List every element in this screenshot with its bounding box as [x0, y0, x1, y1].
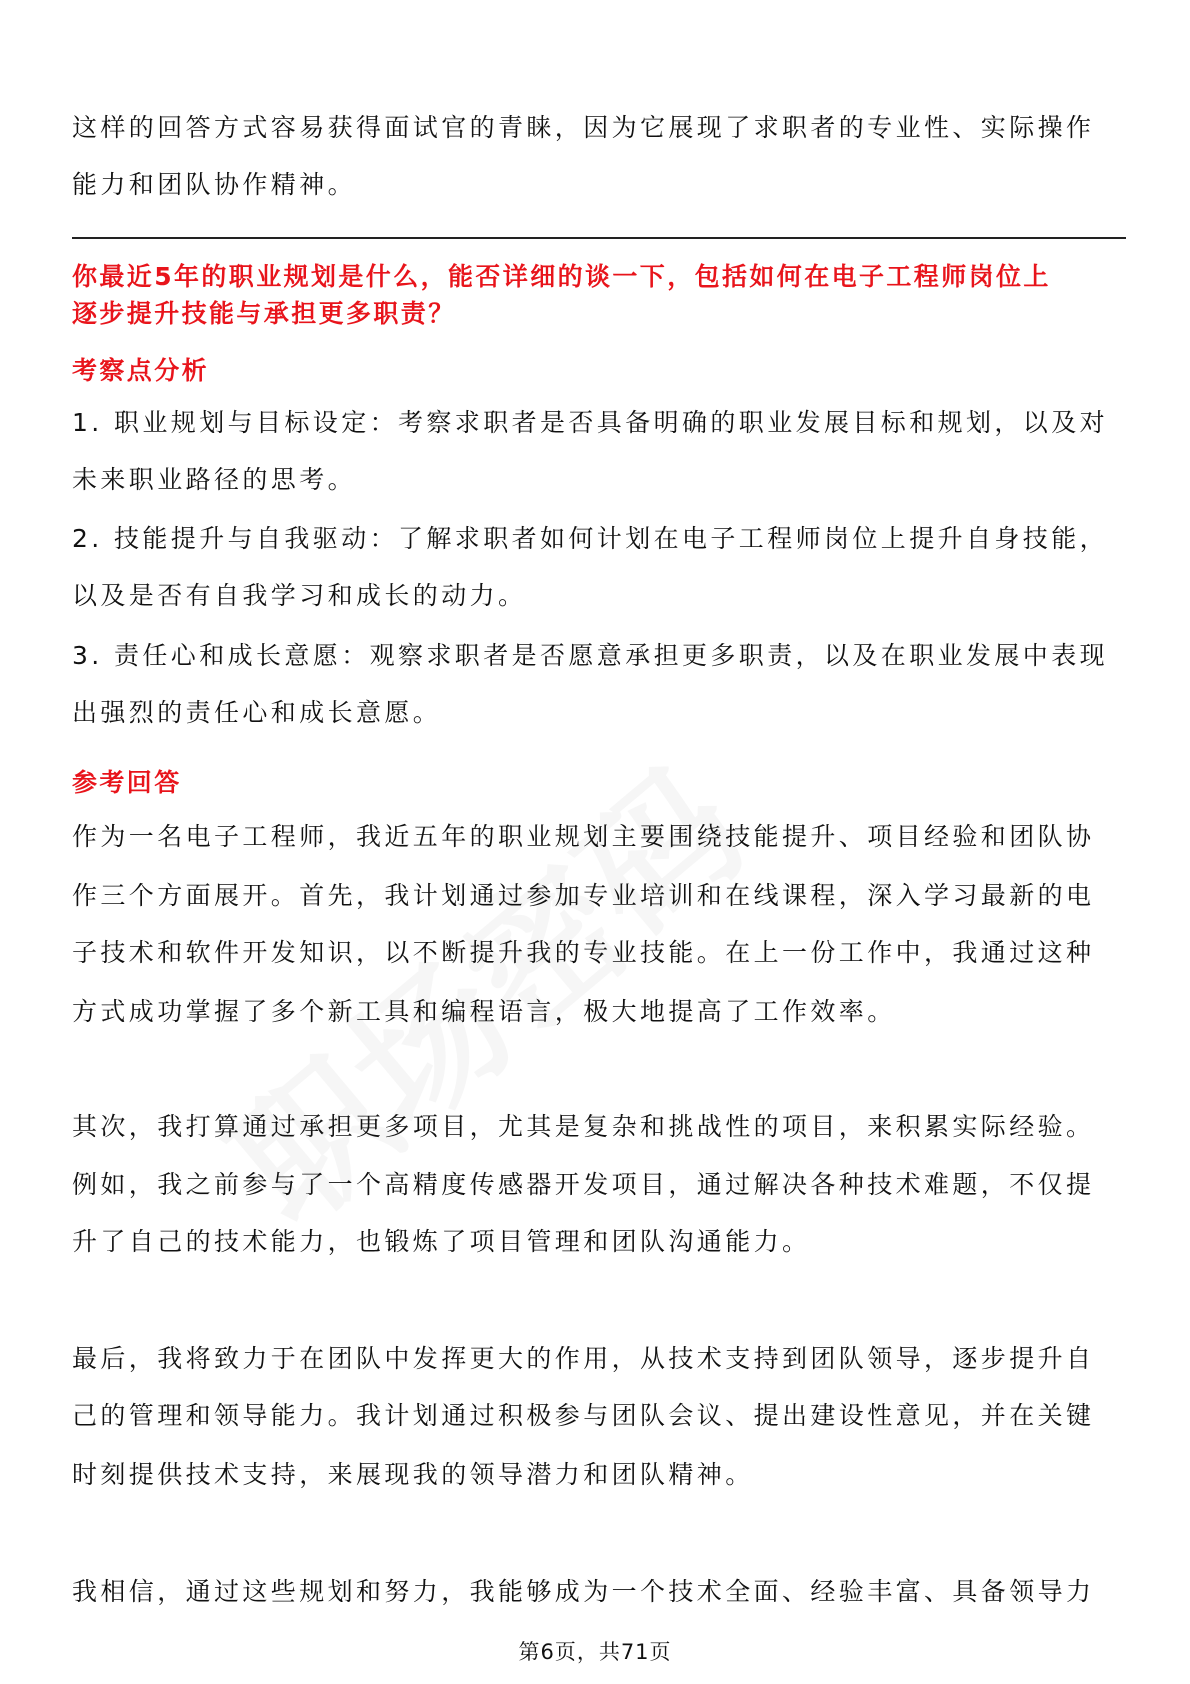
answer-heading: 参考回答	[72, 768, 182, 797]
intro-line: 能力和团队协作精神。	[72, 170, 357, 199]
answer-line: 升了自己的技术能力，也锻炼了项目管理和团队沟通能力。	[72, 1227, 811, 1256]
analysis-heading: 考察点分析	[72, 356, 210, 385]
analysis-line: 3. 责任心和成长意愿：观察求职者是否愿意承担更多职责，以及在职业发展中表现	[72, 641, 1109, 670]
answer-line: 最后，我将致力于在团队中发挥更大的作用，从技术支持到团队领导，逐步提升自	[72, 1344, 1095, 1373]
analysis-line: 未来职业路径的思考。	[72, 465, 357, 494]
analysis-line: 1. 职业规划与目标设定：考察求职者是否具备明确的职业发展目标和规划，以及对	[72, 408, 1109, 437]
answer-line: 方式成功掌握了多个新工具和编程语言，极大地提高了工作效率。	[72, 997, 896, 1026]
page-number: 第6页，共71页	[518, 1640, 672, 1664]
answer-line: 己的管理和领导能力。我计划通过积极参与团队会议、提出建设性意见，并在关键	[72, 1401, 1095, 1430]
divider	[72, 237, 1126, 239]
question-title: 你最近5年的职业规划是什么，能否详细的谈一下，包括如何在电子工程师岗位上	[72, 262, 1051, 291]
question-title: 逐步提升技能与承担更多职责？	[72, 299, 456, 328]
answer-line: 其次，我打算通过承担更多项目，尤其是复杂和挑战性的项目，来积累实际经验。	[72, 1112, 1095, 1141]
answer-line: 作三个方面展开。首先，我计划通过参加专业培训和在线课程，深入学习最新的电	[72, 881, 1095, 910]
answer-line: 作为一名电子工程师，我近五年的职业规划主要围绕技能提升、项目经验和团队协	[72, 822, 1095, 851]
analysis-line: 以及是否有自我学习和成长的动力。	[72, 581, 527, 610]
intro-line: 这样的回答方式容易获得面试官的青睐，因为它展现了求职者的专业性、实际操作	[72, 113, 1095, 142]
analysis-line: 2. 技能提升与自我驱动：了解求职者如何计划在电子工程师岗位上提升自身技能，	[72, 524, 1109, 553]
answer-line: 时刻提供技术支持，来展现我的领导潜力和团队精神。	[72, 1460, 754, 1489]
analysis-line: 出强烈的责任心和成长意愿。	[72, 698, 442, 727]
answer-line: 例如，我之前参与了一个高精度传感器开发项目，通过解决各种技术难题，不仅提	[72, 1170, 1095, 1199]
answer-line: 子技术和软件开发知识，以不断提升我的专业技能。在上一份工作中，我通过这种	[72, 938, 1095, 967]
answer-line: 我相信，通过这些规划和努力，我能够成为一个技术全面、经验丰富、具备领导力	[72, 1577, 1095, 1606]
